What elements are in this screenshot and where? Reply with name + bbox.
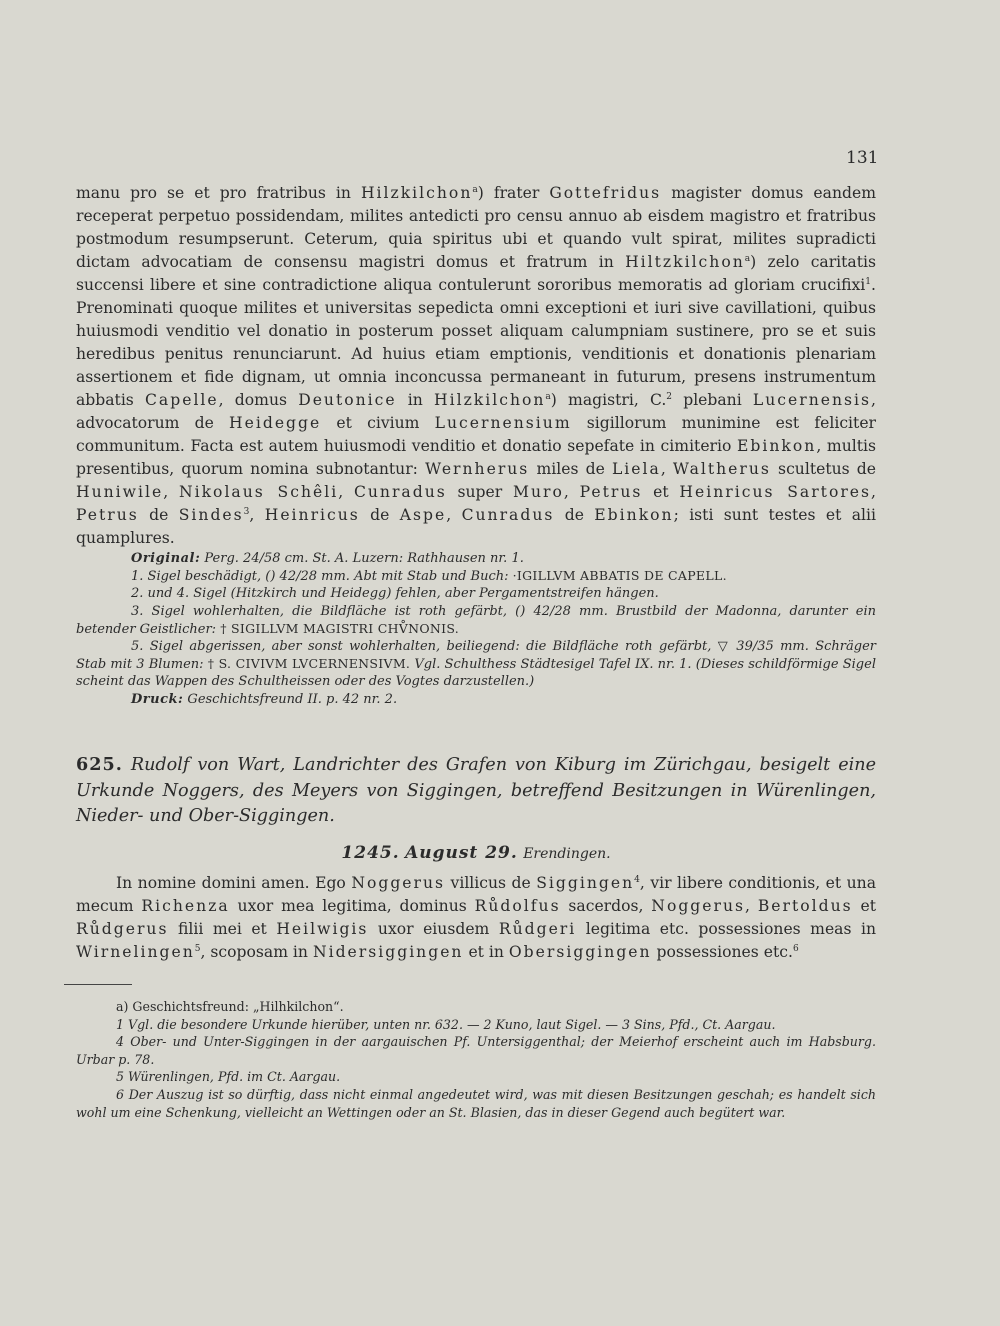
document-number: 625. xyxy=(76,754,123,775)
document-heading xyxy=(76,752,876,830)
page-number: 131 xyxy=(846,148,879,168)
seal-note-1: 1. Sigel beschädigt, () 42/28 mm. Abt mit Stab und Buch: ·IGILLVM ABBATIS DE CAPELL. xyxy=(131,568,727,585)
seal-notes xyxy=(76,550,876,708)
charter-text-continuation xyxy=(76,182,876,550)
dateline xyxy=(76,843,876,863)
date-day: August 29. xyxy=(405,843,518,863)
footnotes xyxy=(76,998,876,1121)
charter-paragraph: manu pro se et pro fratribus in Hilzkilchon$^a$) frater Gottefridus magister domus eandem receperat perpetuo possidendam, milites antedicti pro censu annuo ab eisdem magistro et fratribus postmodum resumpserunt. Ceterum, quia spiritus ubi et quando vult spirat, milites supradicti dictam advocatiam de consensu magistri domus et fratrum in Hiltzkilchon$^a$) zelo caritatis succensi libere et sine contradictione aliqua contulerunt sororibus memoratis ad gloriam crucifixi$^1$. Prenominati quoque milites et universitas sepedicta omni exceptioni et iuri sive cavillationi, quibus huiusmodi venditio vel donatio in posterum posset aliquam calumpniam sustinere, pro se et suis heredibus penitus renunciarunt. Ad huius etiam emptionis, venditionis et donationis plenariam assertionem et fide dignam, ut omnia inconcussa permaneant in futurum, presens instrumentum abbatis Capelle, domus Deutonice in Hilzkilchon$^a$) magistri, C.$^2$ plebani Lucernensis, advocatorum de Heidegge et civium Lucernensium sigillorum munimine est feliciter communitum. Facta est autem huiusmodi venditio et donatio sepefate in cimiterio Ebinkon, multis presentibus, quorum nomina subnotantur: Wernherus miles de Liela, Waltherus scultetus de Huniwile, Nikolaus Schêli, Cunradus super Muro, Petrus et Heinricus Sartores, Petrus de Sindes$^3$, Heinricus de Aspe, Cunradus de Ebinkon; isti sunt testes et alii quamplures. xyxy=(76,184,876,547)
footnote-rule xyxy=(64,984,132,985)
charter-text xyxy=(76,872,876,964)
footnote-4: 4 Ober- und Unter-Siggingen in der aargauischen Pf. Untersiggenthal; der Meierhof erscheint auch im Habsburg. Urbar p. 78. xyxy=(76,1034,876,1067)
seal-note-5: 5. Sigel abgerissen, aber sonst wohlerhalten, beiliegend: die Bildfläche roth gefärbt, ▽ 39/35 mm. Schräger Stab mit 3 Blumen: † S. CIVIVM LVCERNENSIVM. Vgl. Schulthess Städtesigel Tafel IX. nr. 1. (Dieses schildförmige Sigel scheint das Wappen des Schultheissen oder des Vogtes darzustellen.) xyxy=(76,639,876,690)
date-year: 1245. xyxy=(341,843,400,863)
footnote-6: 6 Der Auszug ist so dürftig, dass nicht einmal angedeutet wird, was mit diesen Besitzungen geschah; es handelt sich wohl um eine Schenkung, vielleicht an Wettingen oder an St. Blasien, das in dieser Gegend auch begütert war. xyxy=(76,1086,876,1120)
seal-note-3: 3. Sigel wohlerhalten, die Bildfläche ist roth gefärbt, () 42/28 mm. Brustbild der Madonna, darunter ein betender Geistlicher: † SIGILLVM MAGISTRI CHV̊NONIS. xyxy=(76,603,876,637)
print-note: Druck: Geschichtsfreund II. p. 42 nr. 2. xyxy=(131,691,398,707)
footnote-1: 1 Vgl. die besondere Urkunde hierüber, unten nr. 632. — 2 Kuno, laut Sigel. — 3 Sins, Pfd., Ct. Aargau. xyxy=(116,1016,776,1032)
footnote-5: 5 Würenlingen, Pfd. im Ct. Aargau. xyxy=(116,1069,341,1085)
charter-paragraph: In nomine domini amen. Ego Noggerus villicus de Siggingen$^4$, vir libere conditionis, et una mecum Richenza uxor mea legitima, dominus Růdolfus sacerdos, Noggerus, Bertoldus et Růdgerus filii mei et Heilwigis uxor eiusdem Růdgeri legitima etc. possessiones meas in Wirnelingen$^5$, scoposam in Nidersiggingen et in Obersiggingen possessiones etc.$^6$ xyxy=(76,874,877,961)
footnote-a: a) Geschichtsfreund: „Hilhkilchon“. xyxy=(116,999,344,1014)
heading-text: Rudolf von Wart, Landrichter des Grafen von Kiburg im Zürichgau, besigelt eine Urkunde Noggers, des Meyers von Siggingen, betreffend Besitzungen in Würenlingen, Nieder- und Ober-Siggingen. xyxy=(76,755,876,826)
original-note: Original: Perg. 24/58 cm. St. A. Luzern: Rathhausen nr. 1. xyxy=(131,551,524,566)
date-place: Erendingen. xyxy=(523,846,611,862)
seal-note-2: 2. und 4. Sigel (Hitzkirch und Heidegg) fehlen, aber Pergamentstreifen hängen. xyxy=(131,586,659,602)
